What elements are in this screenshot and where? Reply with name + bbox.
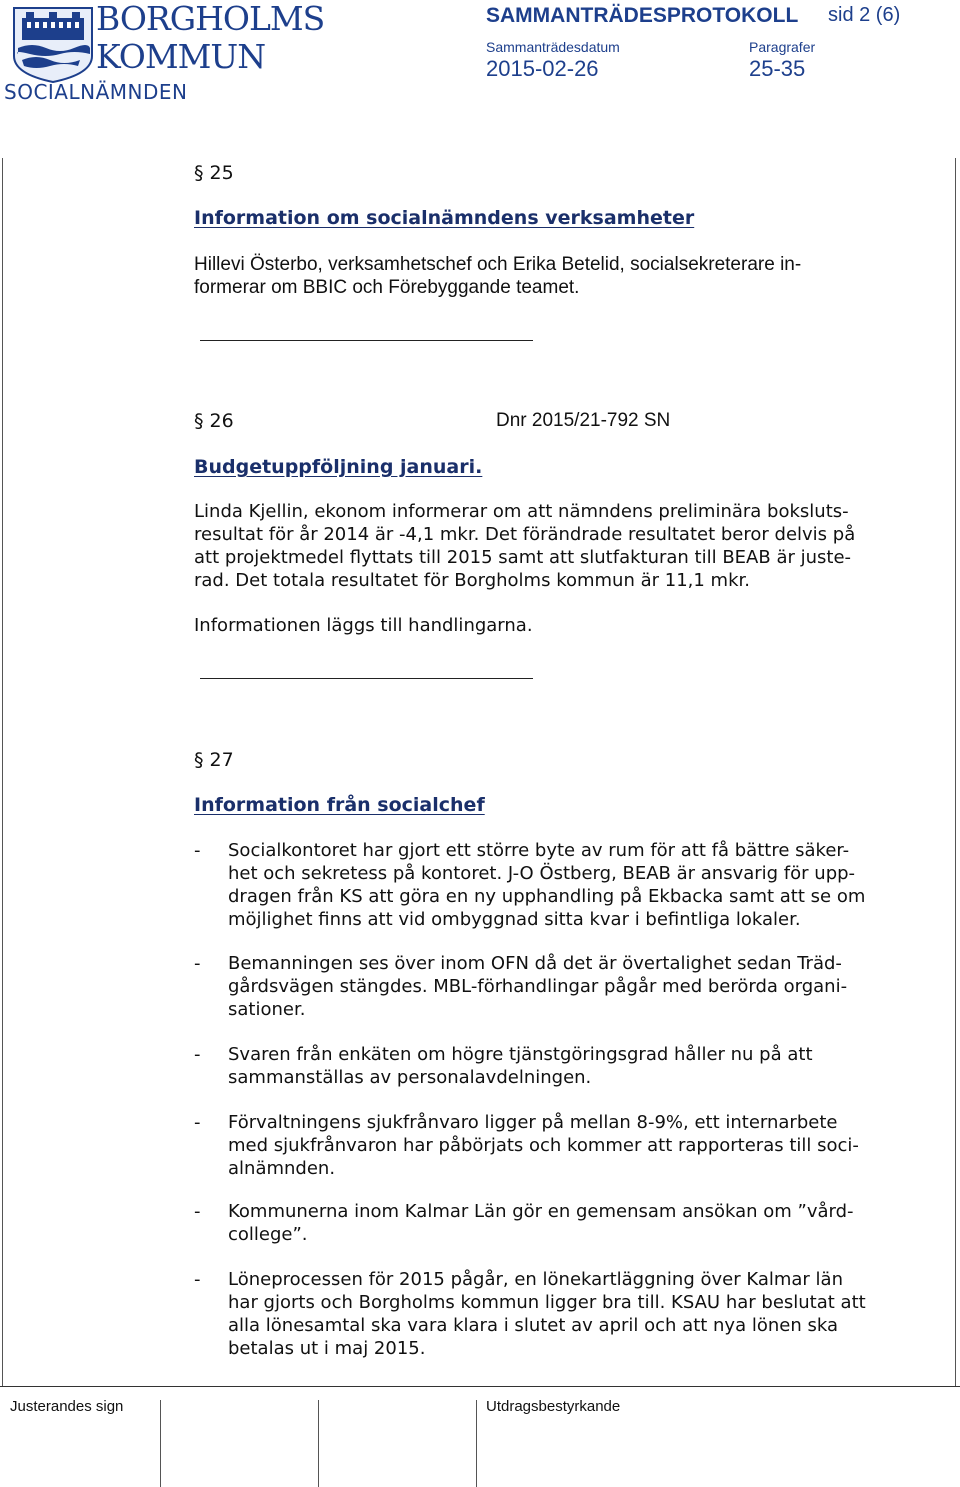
section-26-text [194,500,894,592]
text-line: Linda Kjellin, ekonom informerar om att nämndens preliminära boksluts- [194,501,849,522]
paragraph-sign-icon: § [194,162,204,184]
text-line: formerar om BBIC och Förebyggande teamet. [194,277,580,298]
text-line: alla lönesamtal ska vara klara i slutet av april och att nya lönen ska [228,1315,838,1336]
text-line: att projektmedel flyttats till 2015 samt att slutfakturan till BEAB är juste- [194,547,852,568]
paragraphs-label: Paragrafer [749,39,816,55]
org-name-line1: BORGHOLMS [96,0,325,38]
bullet-text [228,839,898,931]
right-margin-rule [955,158,956,1386]
text-line: möjlighet finns att vid ombyggnad sitta kvar i befintliga lokaler. [228,909,801,930]
dash-bullet-icon: - [194,840,201,861]
signature-box-divider [318,1400,319,1487]
diary-number: Dnr 2015/21-792 SN [496,410,671,431]
signature-box-divider [160,1400,161,1487]
text-line: Bemanningen ses över inom OFN då det är övertalighet sedan Träd- [228,953,842,974]
text-line: Socialkontoret har gjort ett större byte av rum för att få bättre säker- [228,840,850,861]
text-line: resultat för år 2014 är -4,1 mkr. Det förändrade resultatet beror delvis på [194,524,856,545]
signature-box-divider [476,1400,477,1487]
text-line: Svaren från enkäten om högre tjänstgöringsgrad håller nu på att [228,1044,813,1065]
text-line: Hillevi Österbo, verksamhetschef och Erika Betelid, socialsekreterare in- [194,254,802,275]
footer-rule [0,1386,960,1387]
castle-crest-icon [10,4,96,84]
paragraphs-value: 25-35 [749,56,806,81]
dash-bullet-icon: - [194,1201,201,1222]
meeting-date-label: Sammanträdesdatum [486,39,620,55]
dash-bullet-icon: - [194,1269,201,1290]
meeting-date-value: 2015-02-26 [486,56,599,81]
section-number: 25 [209,162,234,184]
org-unit: SOCIALNÄMNDEN [4,80,188,104]
left-margin-rule [2,158,3,1386]
text-line: med sjukfrånvaron har påbörjats och kommer att rapporteras till soci- [228,1135,859,1156]
section-25-heading: Information om socialnämndens verksamheter [194,207,695,229]
text-line: sammanställas av personalavdelningen. [228,1067,592,1088]
section-25-number [194,162,234,184]
section-25-text [194,253,894,299]
document-title: SAMMANTRÄDESPROTOKOLL [486,4,799,27]
section-27-heading: Information från socialchef [194,794,485,816]
org-name-line2: KOMMUN [96,37,266,76]
signature-label: Justerandes sign [10,1398,124,1415]
text-line: sationer. [228,999,306,1020]
municipality-logo [10,4,96,84]
text-line: college”. [228,1224,308,1245]
section-26-heading: Budgetuppföljning januari. [194,456,483,478]
text-line: gårdsvägen stängdes. MBL-förhandlingar pågår med berörda organi- [228,976,848,997]
paragraph-sign-icon: § [194,749,204,771]
certification-label: Utdragsbestyrkande [486,1398,621,1415]
text-line: Löneprocessen för 2015 pågår, en lönekartläggning över Kalmar län [228,1269,843,1290]
page-indicator: sid 2 (6) [828,4,901,26]
text-line: Förvaltningens sjukfrånvaro ligger på mellan 8-9%, ett internarbete [228,1112,838,1133]
paragraph-sign-icon: § [194,410,204,432]
dash-bullet-icon: - [194,1112,201,1133]
section-26-number [194,410,234,432]
bullet-text [228,1043,898,1089]
section-27-number [194,749,234,771]
bullet-text [228,1268,898,1360]
section-number: 26 [209,410,234,432]
section-number: 27 [209,749,234,771]
text-line: dragen från KS att göra en ny upphandling på Ekbacka samt att se om [228,886,866,907]
text-line: het och sekretess på kontoret. J-O Östberg, BEAB är ansvarig för upp- [228,863,856,884]
text-line: har gjorts och Borgholms kommun ligger bra till. KSAU har beslutat att [228,1292,866,1313]
bullet-text [228,952,898,1021]
text-line: alnämnden. [228,1158,336,1179]
text-line: Kommunerna inom Kalmar Län gör en gemensam ansökan om ”vård- [228,1201,854,1222]
dash-bullet-icon: - [194,1044,201,1065]
section-divider [200,678,533,679]
section-26-closing: Informationen läggs till handlingarna. [194,615,533,636]
dash-bullet-icon: - [194,953,201,974]
text-line: betalas ut i maj 2015. [228,1338,426,1359]
section-divider [200,340,533,341]
bullet-text [228,1111,898,1180]
text-line: rad. Det totala resultatet för Borgholms kommun är 11,1 mkr. [194,570,750,591]
bullet-text [228,1200,898,1246]
